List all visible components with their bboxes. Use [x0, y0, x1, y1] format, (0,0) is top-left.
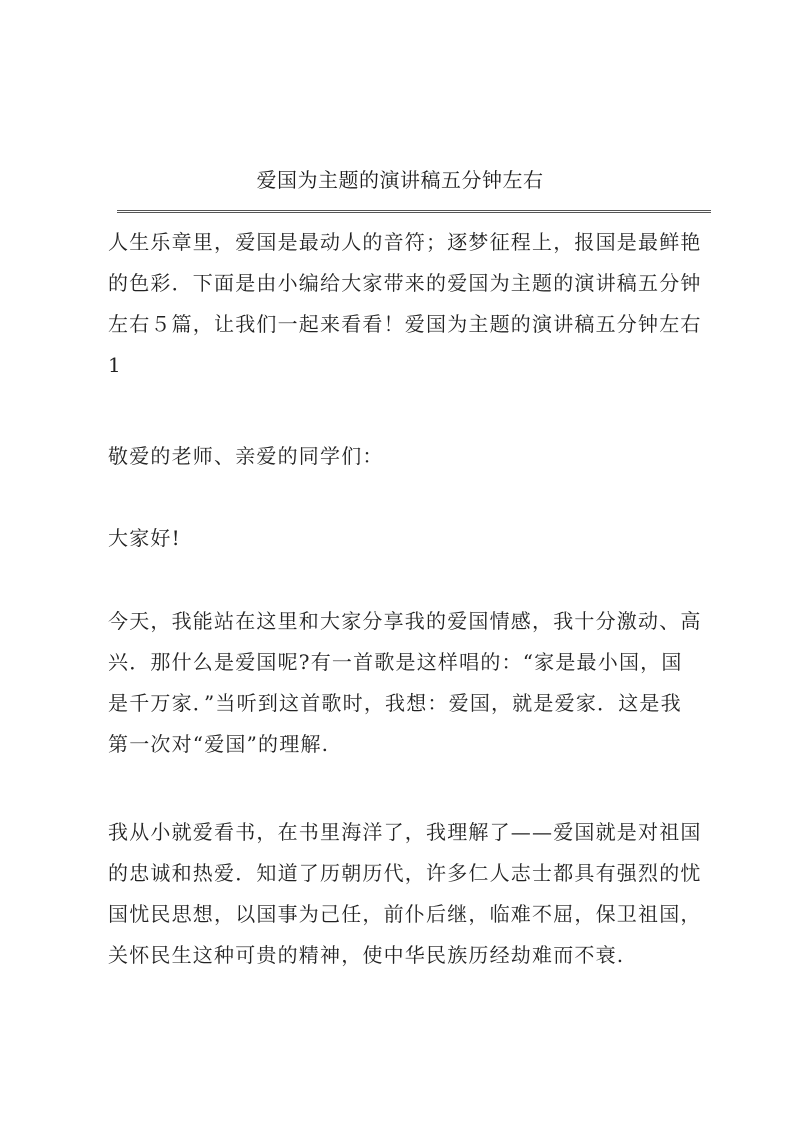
text-line: 大家好!: [108, 526, 181, 550]
text-line: 人生乐章里，爱国是最动人的音符；逐梦征程上，报国是最鲜艳: [108, 230, 702, 254]
text-line: 国忧民思想，以国事为己任，前仆后继，临难不屈，保卫祖国，: [108, 902, 702, 926]
text-line: 的色彩．下面是由小编给大家带来的爱国为主题的演讲稿五分钟: [108, 271, 702, 295]
paragraph-reading: [108, 812, 714, 976]
paragraph-greeting: [108, 436, 714, 477]
document-title: 爱国为主题的演讲稿五分钟左右: [256, 168, 544, 192]
text-line: 关怀民生这种可贵的精神，使中华民族历经劫难而不衰.: [108, 943, 625, 967]
paragraph-today: [108, 601, 714, 765]
paragraph-hello: [108, 518, 714, 559]
text-line: 我从小就爱看书，在书里海洋了，我理解了——爱国就是对祖国: [108, 820, 702, 844]
paragraph-intro: [108, 222, 714, 386]
text-line: 敬爱的老师、亲爱的同学们：: [108, 444, 384, 468]
text-line: 兴．那什么是爱国呢?有一首歌是这样唱的：“家是最小国，国: [108, 650, 683, 674]
text-line: 左右５篇，让我们一起来看看！爱国为主题的演讲稿五分钟左右: [108, 312, 702, 336]
text-line: 第一次对“爱国”的理解.: [108, 732, 330, 756]
text-line: 今天，我能站在这里和大家分享我的爱国情感，我十分激动、高: [108, 609, 702, 633]
text-line: 1: [108, 353, 122, 377]
text-line: 是千万家．”当听到这首歌时，我想：爱国，就是爱家．这是我: [108, 691, 682, 715]
text-line: 的忠诚和热爱．知道了历朝历代，许多仁人志士都具有强烈的忧: [108, 861, 702, 885]
title-divider: [117, 210, 711, 213]
